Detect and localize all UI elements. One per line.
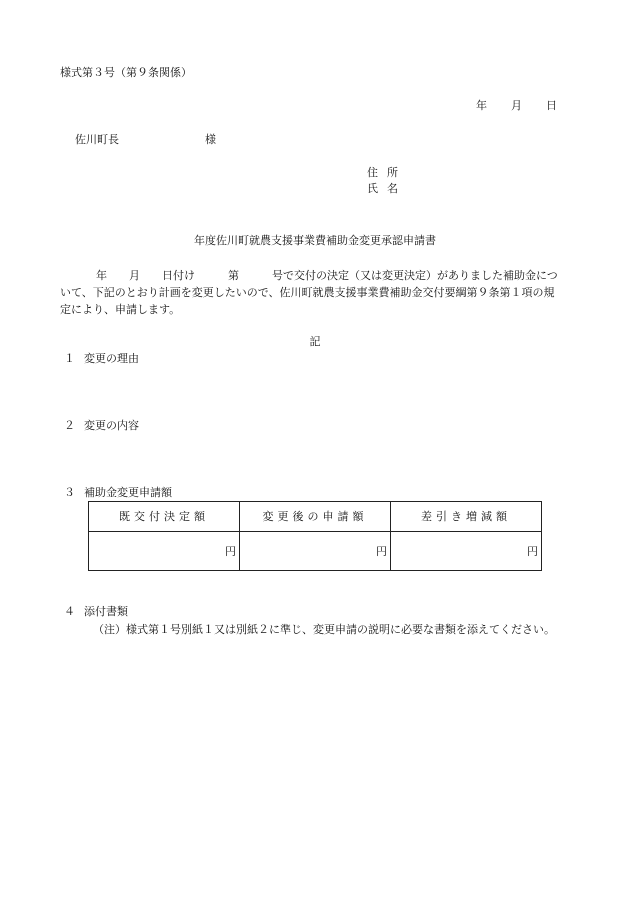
section-content	[64, 420, 139, 431]
section-title: 添付書類	[84, 605, 128, 618]
ki-heading: 記	[309, 335, 321, 348]
section-number: ３	[64, 486, 75, 499]
cell-granted-amount[interactable]: 円	[89, 532, 240, 571]
header-granted-amount: 既交付決定額	[89, 502, 240, 532]
section-number: ４	[64, 605, 75, 618]
section-number: １	[64, 352, 75, 365]
section-reason	[64, 353, 139, 364]
recipient-name: 佐川町長	[75, 133, 119, 146]
cell-difference-amount[interactable]: 円	[391, 532, 542, 571]
name-label: 氏名	[367, 182, 407, 195]
section-title: 変更の内容	[84, 419, 139, 432]
date-month-label: 月	[511, 99, 522, 112]
attachment-note: （注）様式第１号別紙１又は別紙２に準じ、変更申請の説明に必要な書類を添えてください。	[93, 623, 555, 636]
section-number: ２	[64, 419, 75, 432]
body-paragraph	[60, 267, 558, 318]
header-difference-amount: 差引き増減額	[391, 502, 542, 532]
address-label: 住所	[367, 166, 407, 179]
section-attachments	[64, 606, 128, 617]
recipient-honorific: 様	[205, 133, 216, 146]
body-line: 定により、申請します。	[60, 303, 181, 316]
applicant-address	[367, 167, 407, 178]
date-line	[476, 100, 557, 111]
date-year-label: 年	[476, 99, 487, 112]
section-title: 変更の理由	[84, 352, 139, 365]
section-title: 補助金変更申請額	[84, 486, 172, 499]
form-number: 様式第３号（第９条関係）	[60, 66, 192, 79]
section-amount	[64, 487, 172, 498]
table-row	[89, 532, 542, 571]
cell-revised-amount[interactable]: 円	[240, 532, 391, 571]
recipient	[75, 134, 216, 145]
applicant-name	[367, 183, 407, 194]
body-line: 年 月 日付け 第 号で交付の決定（又は変更決定）がありました補助金につ	[96, 269, 558, 282]
amount-table	[88, 501, 542, 571]
body-line: いて、下記のとおり計画を変更したいので、佐川町就農支援事業費補助金交付要綱第９条第１項の規	[60, 286, 555, 299]
table-header-row	[89, 502, 542, 532]
date-day-label: 日	[546, 99, 557, 112]
document-title: 年度佐川町就農支援事業費補助金変更承認申請書	[194, 234, 436, 247]
header-revised-amount: 変更後の申請額	[240, 502, 391, 532]
